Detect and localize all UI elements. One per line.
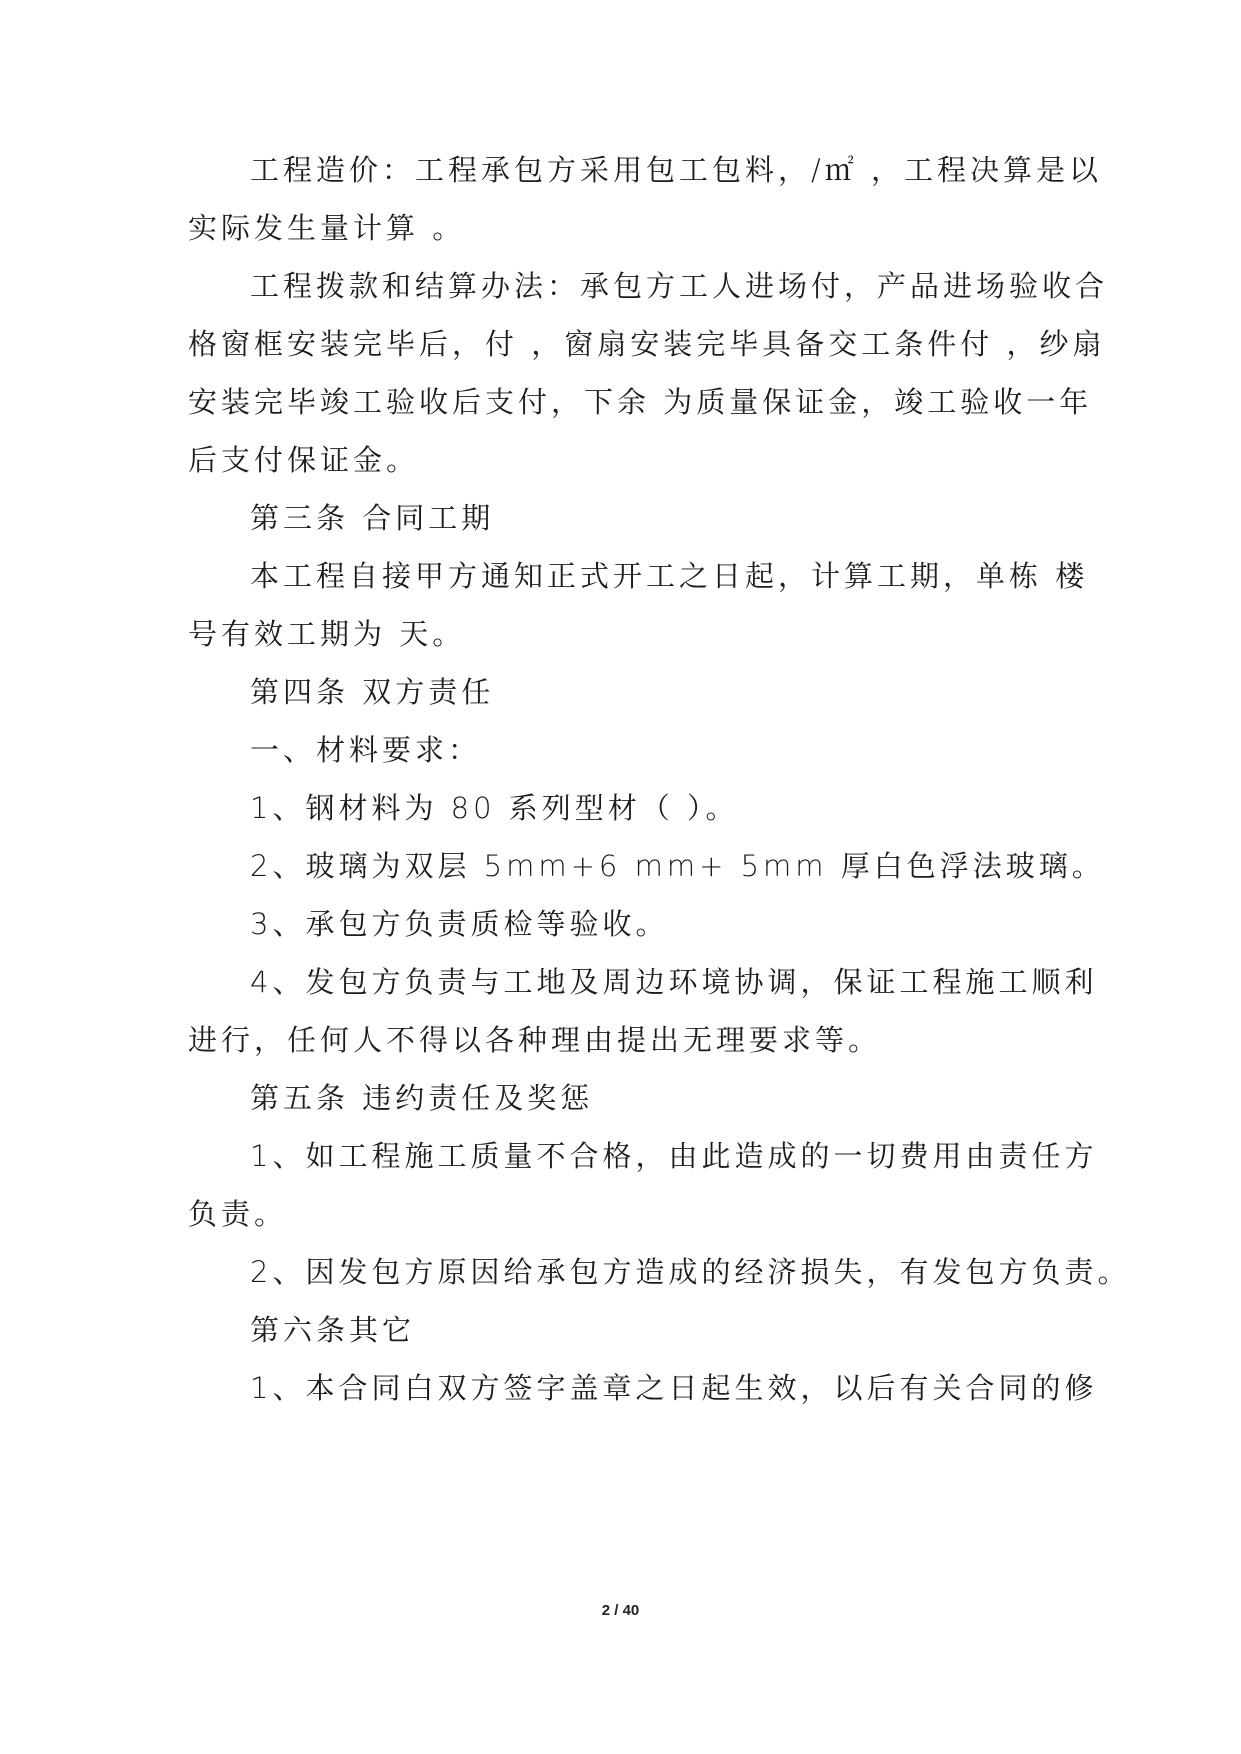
paragraph-line: 安装完毕竣工验收后支付，下余 为质量保证金，竣工验收一年 bbox=[188, 385, 1093, 419]
section-heading: 第四条 双方责任 bbox=[250, 675, 495, 709]
list-item: 2、玻璃为双层 5mm+6 mm+ 5mm 厚白色浮法玻璃。 bbox=[250, 849, 1105, 883]
section-heading: 第五条 违约责任及奖惩 bbox=[250, 1081, 594, 1115]
list-item: 1、如工程施工质量不合格，由此造成的一切费用由责任方 bbox=[250, 1139, 1098, 1173]
list-item: 1、本合同白双方签字盖章之日起生效，以后有关合同的修 bbox=[250, 1371, 1098, 1405]
paragraph-line: 工程拨款和结算办法：承包方工人进场付，产品进场验收合 bbox=[250, 269, 1109, 303]
section-heading: 第六条其它 bbox=[250, 1313, 416, 1347]
paragraph-line: 号有效工期为 天。 bbox=[188, 617, 466, 651]
list-item: 2、因发包方原因给承包方造成的经济损失，有发包方负责。 bbox=[250, 1255, 1131, 1289]
list-item-continuation: 进行，任何人不得以各种理由提出无理要求等。 bbox=[188, 1023, 882, 1057]
subsection-heading: 一、材料要求： bbox=[250, 733, 482, 767]
section-heading: 第三条 合同工期 bbox=[250, 501, 495, 535]
list-item-continuation: 负责。 bbox=[188, 1197, 288, 1231]
paragraph-line: 格窗框安装完毕后，付 ，窗扇安装完毕具备交工条件付 ，纱扇 bbox=[188, 327, 1106, 361]
paragraph-line: 后支付保证金。 bbox=[188, 443, 420, 477]
paragraph-line: 工程造价：工程承包方采用包工包料，/㎡ ，工程决算是以 bbox=[250, 153, 1102, 187]
list-item: 4、发包方负责与工地及周边环境协调，保证工程施工顺利 bbox=[250, 965, 1098, 999]
list-item: 3、承包方负责质检等验收。 bbox=[250, 907, 669, 941]
page-number: 2 / 40 bbox=[601, 1602, 640, 1619]
list-item: 1、钢材料为 80 系列型材（ ）。 bbox=[250, 791, 739, 825]
paragraph-line: 实际发生量计算 。 bbox=[188, 211, 466, 245]
paragraph-line: 本工程自接甲方通知正式开工之日起，计算工期，单栋 楼 bbox=[250, 559, 1089, 593]
